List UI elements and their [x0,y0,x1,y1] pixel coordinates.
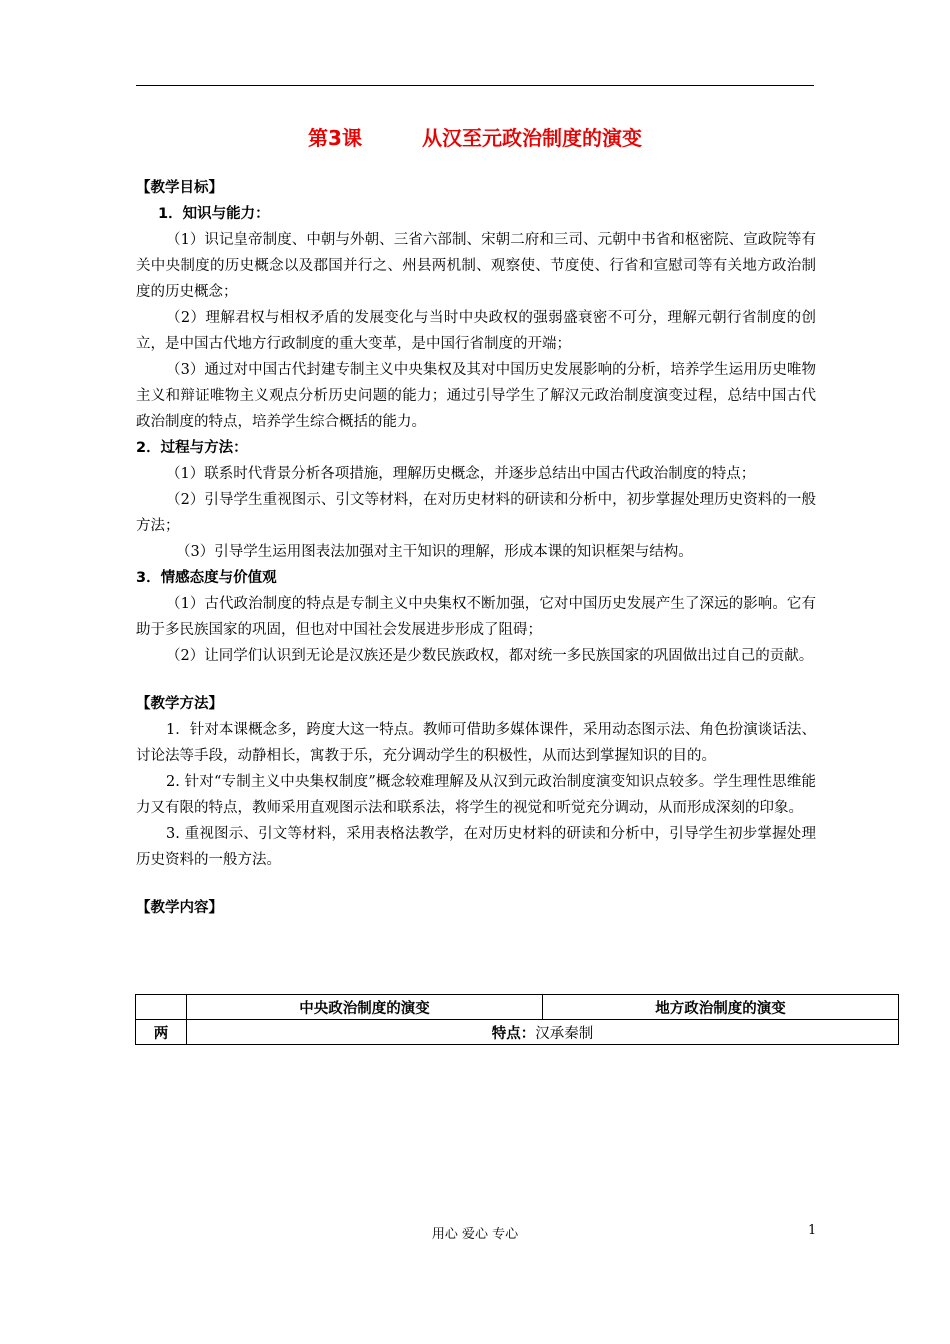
methods-heading: 【教学方法】 [136,696,223,712]
lesson-title: 从汉至元政治制度的演变 [421,126,642,150]
paragraph: （1）识记皇帝制度、中朝与外朝、三省六部制、宋朝二府和三司、元朝中书省和枢密院、宣政院等有关中央制度的历史概念以及郡国并行之、州县两机制、观察使、节度使、行省和宣慰司等有关地方政治制度的历史概念； [136,232,816,300]
table-row [136,995,899,1020]
paragraph: 3. 重视图示、引文等材料，采用表格法教学，在对历史材料的研读和分析中，引导学生初步掌握处理历史资料的一般方法。 [136,826,816,868]
objectives-heading: 【教学目标】 [136,180,223,196]
paragraph: （2）让同学们认识到无论是汉族还是少数民族政权，都对统一多民族国家的巩固做出过自己的贡献。 [166,648,814,664]
page-number: 1 [808,1223,817,1238]
knowledge-ability-title: 1．知识与能力： [158,206,270,222]
paragraph: （3）引导学生运用图表法加强对主干知识的理解，形成本课的知识框架与结构。 [176,544,693,560]
feature-value: 汉承秦制 [535,1025,594,1042]
local-column-header: 地方政治制度的演变 [543,995,899,1020]
paragraph: （1）联系时代背景分析各项措施，理解历史概念，并逐步总结出中国古代政治制度的特点； [166,466,756,482]
feature-cell [187,1020,899,1045]
attitude-values-title: 3．情感态度与价值观 [136,570,277,586]
document-body [136,175,816,921]
table-cell [136,995,187,1020]
paragraph: （2）引导学生重视图示、引文等材料，在对历史材料的研读和分析中，初步掌握处理历史资料的一般方法； [136,492,816,534]
paragraph: （3）通过对中国古代封建专制主义中央集权及其对中国历史发展影响的分析，培养学生运用历史唯物主义和辩证唯物主义观点分析历史问题的能力；通过引导学生了解汉元政治制度演变过程，总结中国古代政治制度的特点，培养学生综合概括的能力。 [136,362,816,430]
content-heading: 【教学内容】 [136,900,223,916]
header-rule [136,85,814,86]
row-label: 两 [136,1020,187,1045]
central-column-header: 中央政治制度的演变 [187,995,543,1020]
lesson-number: 第3课 [308,126,362,150]
footer-text: 用心 爱心 专心 [431,1227,519,1242]
content-table [135,994,899,1045]
paragraph: 2. 针对“专制主义中央集权制度”概念较难理解及从汉到元政治制度演变知识点较多。学生理性思维能力又有限的特点，教师采用直观图示法和联系法，将学生的视觉和听觉充分调动，从而形成深刻的印象。 [136,774,816,816]
feature-label: 特点： [491,1025,536,1042]
paragraph: 1．针对本课概念多，跨度大这一特点。教师可借助多媒体课件，采用动态图示法、角色扮演谈话法、讨论法等手段，动静相长，寓教于乐，充分调动学生的积极性，从而达到掌握知识的目的。 [136,722,816,764]
process-method-title: 2．过程与方法： [136,440,248,456]
page-title [0,122,950,151]
paragraph: （1）古代政治制度的特点是专制主义中央集权不断加强，它对中国历史发展产生了深远的影响。它有助于多民族国家的巩固，但也对中国社会发展进步形成了阻碍； [136,596,816,638]
table-row [136,1020,899,1045]
paragraph: （2）理解君权与相权矛盾的发展变化与当时中央政权的强弱盛衰密不可分，理解元朝行省制度的创立，是中国古代地方行政制度的重大变革，是中国行省制度的开端； [136,310,816,352]
